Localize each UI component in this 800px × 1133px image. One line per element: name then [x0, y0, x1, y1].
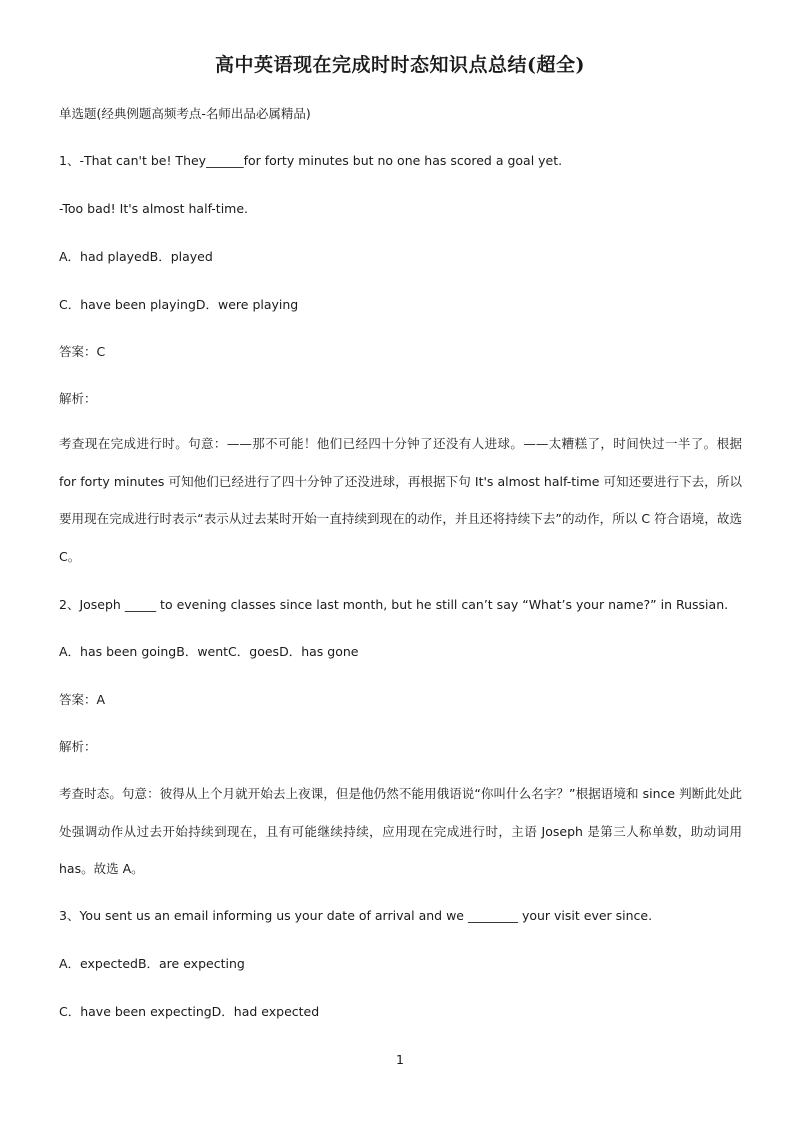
question-3-options-ab: A．expectedB．are expecting: [59, 956, 245, 971]
question-1-stem: 1、-That can't be! They______for forty minutes but no one has scored a goal yet.: [59, 153, 563, 168]
question-2-analysis: 考查时态。句意：彼得从上个月就开始去上夜课，但是他仍然不能用俄语说“你叫什么名字？”根据语境和 since 判断此处此处强调动作从过去开始持续到现在，且有可能继续持续，应用现在完成进行时，主语 Joseph 是第三人称单数，助动词用 has。故选 A。: [59, 786, 742, 876]
question-1-options-cd: C．have been playingD．were playing: [59, 297, 299, 312]
document-title: 高中英语现在完成时时态知识点总结(超全): [215, 54, 585, 76]
question-3-options-cd: C．have been expectingD．had expected: [59, 1004, 320, 1019]
section-heading: 单选题(经典例题高频考点-名师出品必属精品): [59, 106, 311, 121]
question-3-stem: 3、You sent us an email informing us your date of arrival and we ________ your visit ever since.: [59, 908, 653, 923]
page-number: 1: [396, 1052, 404, 1067]
question-1-options-ab: A．had playedB．played: [59, 249, 213, 264]
question-2-analysis-label: 解析：: [59, 739, 97, 754]
question-1-analysis-label: 解析：: [59, 391, 97, 406]
question-1-reply: -Too bad! It's almost half-time.: [59, 201, 249, 216]
question-2-stem: 2、Joseph _____ to evening classes since last month, but he still can’t say “What’s your name?” in Russian.: [59, 597, 729, 612]
question-1-answer: 答案：C: [59, 344, 106, 359]
question-1-analysis: 考查现在完成进行时。句意：——那不可能！他们已经四十分钟了还没有人进球。——太糟糕了，时间快过一半了。根据 for forty minutes 可知他们已经进行了四十分钟了还没进球，再根据下句 It's almost half-time 可知还要进行下去，所以要用现在完成进行时表示“表示从过去某时开始一直持续到现在的动作，并且还将持续下去”的动作，所以 C 符合语境，故选 C。: [59, 436, 742, 564]
question-2-answer: 答案：A: [59, 692, 106, 707]
question-2-options: A．has been goingB．wentC．goesD．has gone: [59, 644, 359, 659]
